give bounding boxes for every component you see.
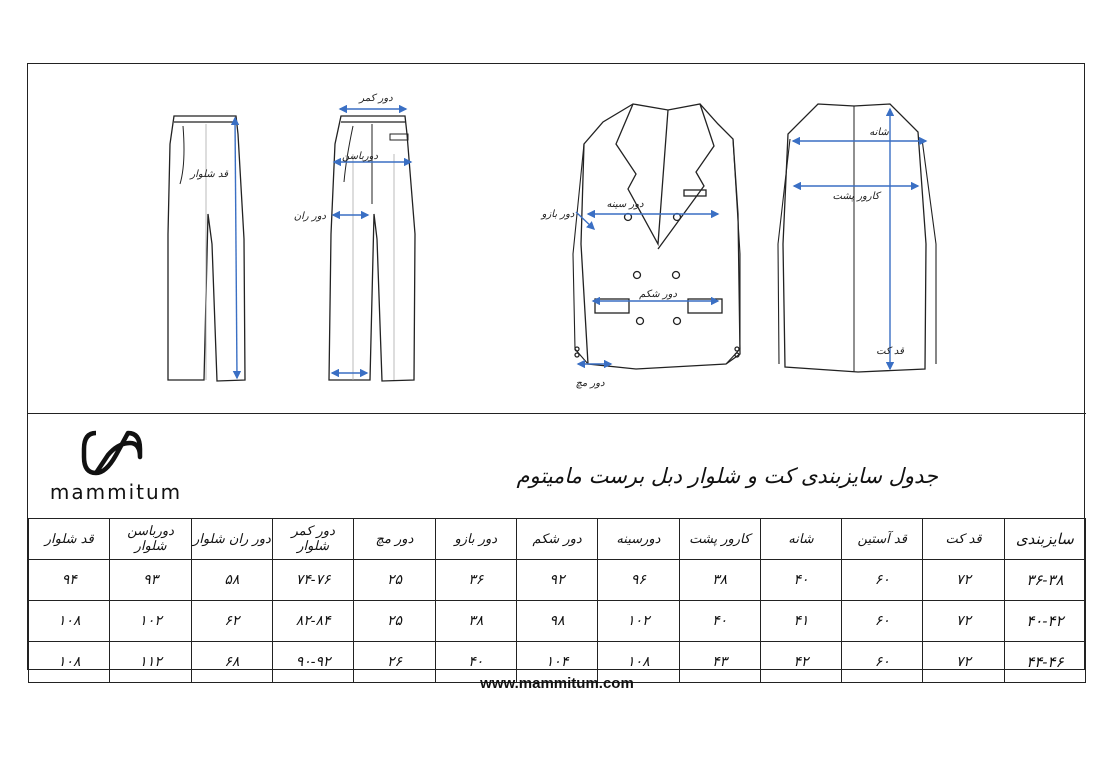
brand-wordmark: mammitum: [49, 480, 183, 504]
table-cell: ۷۲: [923, 601, 1004, 642]
label-pants-length: قد شلوار: [190, 169, 228, 180]
pants-side-illustration: [168, 116, 245, 381]
label-back-width: کارور پشت: [832, 191, 880, 202]
table-header-cell: سایزبندی: [1004, 519, 1085, 560]
section-divider: [28, 413, 1086, 414]
table-header-cell: دور شکم: [516, 519, 597, 560]
table-cell: ۷۴-۷۶: [273, 560, 354, 601]
table-body: [29, 560, 1086, 683]
table-cell: ۸۲-۸۴: [273, 601, 354, 642]
table-cell: ۴۳: [679, 642, 760, 683]
table-cell: ۳۶: [435, 560, 516, 601]
table-header-cell: دورباسن شلوار: [110, 519, 191, 560]
table-header-cell: قد آستین: [842, 519, 923, 560]
table-header-cell: کارور پشت: [679, 519, 760, 560]
label-chest: دور سینه: [606, 199, 644, 210]
table-cell: ۹۸: [516, 601, 597, 642]
table-cell: ۶۰: [842, 601, 923, 642]
table-cell: ۶۸: [191, 642, 272, 683]
table-cell: ۲۵: [354, 601, 435, 642]
label-arm: دور بازو: [541, 209, 575, 220]
page-title: جدول سایزبندی کت و شلوار دبل برست مامیتوم: [516, 464, 938, 488]
label-cuff: دور مچ: [575, 378, 605, 389]
table-cell: ۹۰-۹۲: [273, 642, 354, 683]
table-cell: ۷۲: [923, 560, 1004, 601]
table-cell: ۴۰: [435, 642, 516, 683]
table-row: [29, 601, 1086, 642]
table-cell: ۳۶-۳۸: [1004, 560, 1085, 601]
table-cell: ۴۰: [760, 560, 841, 601]
label-waist: دور کمر: [359, 93, 393, 104]
jacket-back-illustration: [778, 104, 936, 372]
table-header-cell: دور کمر شلوار: [273, 519, 354, 560]
label-shoulder: شانه: [869, 127, 889, 138]
table-header-cell: دورسینه: [598, 519, 679, 560]
table-cell: ۶۲: [191, 601, 272, 642]
table-header-cell: دور مچ: [354, 519, 435, 560]
table-cell: ۵۸: [191, 560, 272, 601]
table-header-cell: دور ران شلوار: [191, 519, 272, 560]
table-header-cell: شانه: [760, 519, 841, 560]
table-cell: ۴۴-۴۶: [1004, 642, 1085, 683]
size-chart-frame: [27, 63, 1085, 670]
table-header-cell: قد شلوار: [29, 519, 110, 560]
table-cell: ۲۵: [354, 560, 435, 601]
table-cell: ۱۰۴: [516, 642, 597, 683]
label-jacket-length: قد کت: [876, 346, 904, 357]
table-cell: ۱۰۲: [110, 601, 191, 642]
table-cell: ۱۰۸: [598, 642, 679, 683]
table-cell: ۳۸: [679, 560, 760, 601]
table-cell: ۴۰: [679, 601, 760, 642]
table-cell: ۶۰: [842, 560, 923, 601]
jacket-front-illustration: [573, 104, 740, 369]
table-cell: ۳۸: [435, 601, 516, 642]
table-cell: ۱۰۸: [29, 601, 110, 642]
table-cell: ۱۰۲: [598, 601, 679, 642]
table-cell: ۴۰-۴۲: [1004, 601, 1085, 642]
website-link[interactable]: www.mammitum.com: [480, 675, 634, 692]
label-thigh: دور ران: [293, 211, 326, 222]
table-header-cell: قد کت: [923, 519, 1004, 560]
table-cell: ۱۰۸: [29, 642, 110, 683]
table-cell: ۴۱: [760, 601, 841, 642]
mammitum-logo: [34, 429, 204, 504]
table-cell: ۷۲: [923, 642, 1004, 683]
table-cell: ۹۶: [598, 560, 679, 601]
table-cell: ۹۲: [516, 560, 597, 601]
table-header-cell: دور بازو: [435, 519, 516, 560]
label-hip: دورباسن: [342, 151, 378, 162]
size-table: [28, 518, 1086, 683]
label-belly: دور شکم: [639, 289, 677, 300]
table-row: [29, 560, 1086, 601]
table-cell: ۹۴: [29, 560, 110, 601]
table-cell: ۲۶: [354, 642, 435, 683]
table-cell: ۱۱۲: [110, 642, 191, 683]
garment-diagram: [28, 64, 1086, 414]
table-cell: ۹۳: [110, 560, 191, 601]
table-cell: ۴۲: [760, 642, 841, 683]
table-cell: ۶۰: [842, 642, 923, 683]
table-header-row: [29, 519, 1086, 560]
